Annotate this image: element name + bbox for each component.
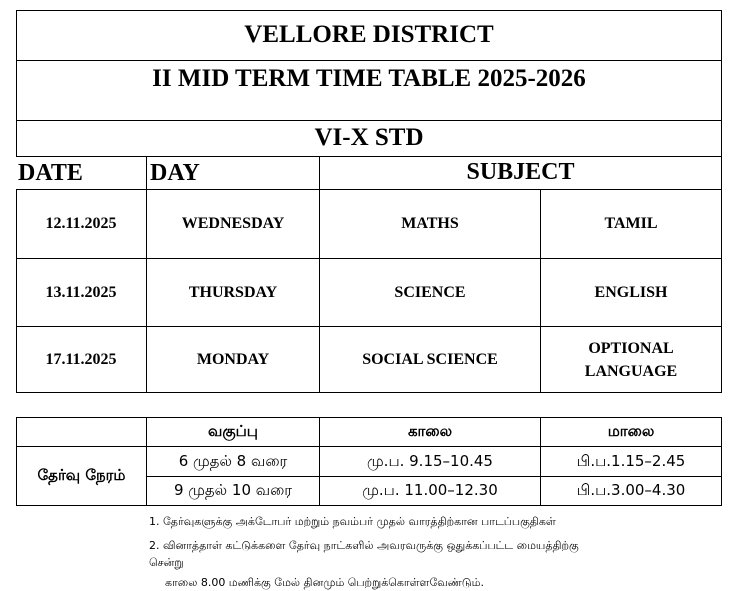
- note-line-4: காலை 8.00 மணிக்கு மேல் தினமும் பெற்றுக்கொள்ளவேண்டும்.: [165, 576, 484, 589]
- standard-title: VI-X STD: [314, 124, 424, 151]
- timings-border-bottom: [16, 505, 722, 506]
- table-row-1-date: 12.11.2025: [45, 215, 117, 232]
- table-row-3-date: 17.11.2025: [45, 350, 117, 368]
- timings-row-1-morning: மு.ப. 9.15–10.45: [367, 451, 493, 470]
- timings-header-evening: மாலை: [607, 422, 655, 440]
- timings-row-2-evening: பி.ப.3.00–4.30: [576, 481, 686, 499]
- timings-header-class: வகுப்பு: [208, 422, 258, 440]
- note-line-3: சென்று: [149, 556, 184, 569]
- table-row-3-subject-1: SOCIAL SCIENCE: [362, 350, 498, 368]
- timings-border-right: [721, 417, 722, 506]
- note-line-1: 1. தேர்வுகளுக்கு அக்டோபர் மற்றும் நவம்பர் முதல் வாரத்திற்கான பாடப்பகுதிகள்: [149, 515, 556, 528]
- timings-row-label: தேர்வு நேரம்: [37, 466, 126, 484]
- timings-row-1-evening: பி.ப.1.15–2.45: [576, 451, 686, 470]
- exam-title: II MID TERM TIME TABLE 2025-2026: [152, 65, 586, 92]
- table-row-1-day: WEDNESDAY: [181, 215, 285, 232]
- column-header-subject: SUBJECT: [466, 159, 575, 185]
- table-row-2-subject-1: SCIENCE: [394, 283, 466, 301]
- timings-header-morning: காலை: [407, 422, 453, 440]
- table-row-1-subject-2: TAMIL: [604, 215, 658, 232]
- table-row-2-subject-2: ENGLISH: [594, 283, 668, 301]
- timings-row-1-class: 6 முதல் 8 வரை: [178, 451, 288, 470]
- table-row-3-day: MONDAY: [196, 350, 270, 368]
- border-bottom: [16, 392, 722, 393]
- table-row-2-day: THURSDAY: [188, 283, 278, 301]
- column-header-date: DATE: [18, 160, 83, 186]
- table-row-2-date: 13.11.2025: [45, 283, 117, 301]
- column-header-day: DAY: [150, 160, 200, 186]
- timings-row-2-morning: மு.ப. 11.00–12.30: [362, 481, 498, 499]
- timings-row-2-class: 9 முதல் 10 வரை: [173, 481, 293, 499]
- table-row-1-subject-1: MATHS: [401, 215, 459, 232]
- district-title: VELLORE DISTRICT: [244, 21, 494, 48]
- note-line-2: 2. வினாத்தாள் கட்டுக்களை தேர்வு நாட்களில் அவரவருக்கு ஒதுக்கப்பட்ட மையத்திற்கு: [149, 539, 579, 552]
- table-row-3-subject-2: OPTIONAL LANGUAGE: [584, 339, 678, 380]
